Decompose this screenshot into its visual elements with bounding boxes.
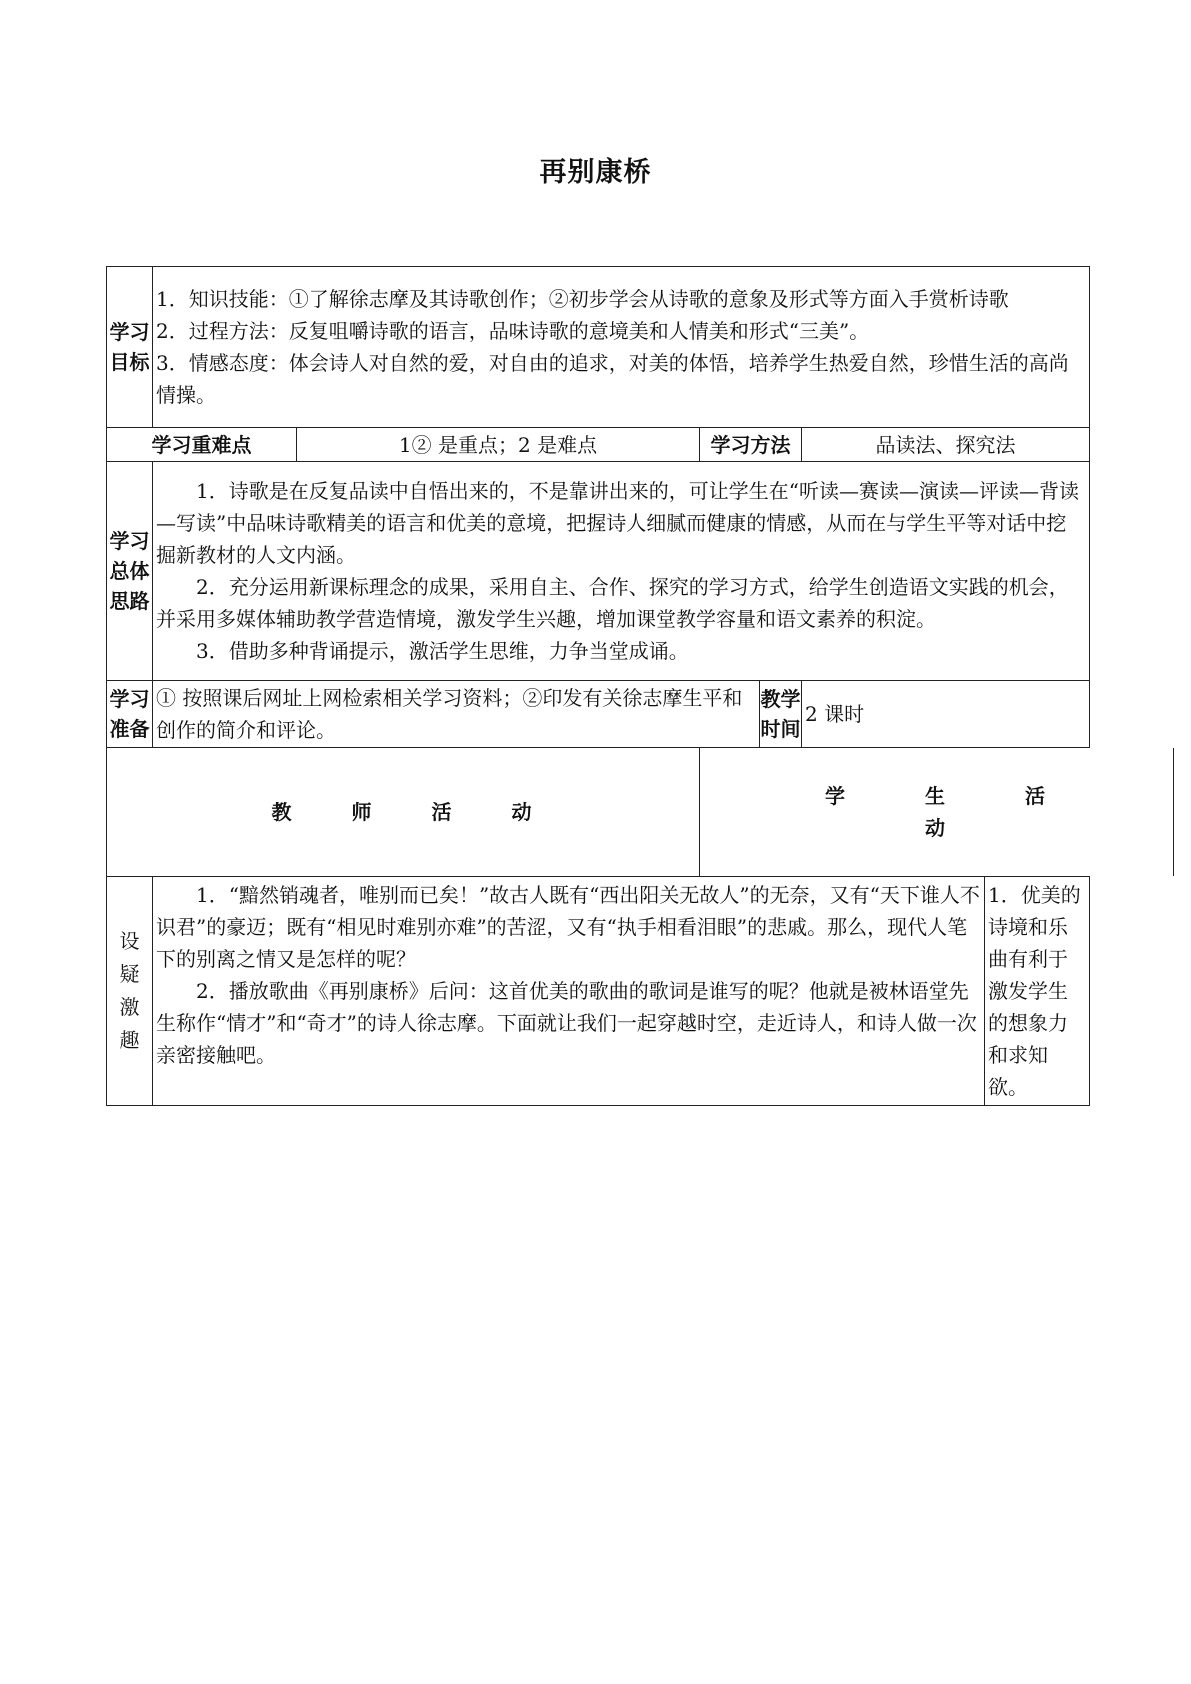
approach-paragraph: 1．诗歌是在反复品读中自悟出来的，不是靠讲出来的，可让学生在“听读—赛读—演读—评读—背读—写读”中品味诗歌精美的语言和优美的意境，把握诗人细腻而健康的情感，从而在与学生平等对话中挖掘新教材的人文内涵。 bbox=[156, 479, 1079, 567]
page-title: 再别康桥 bbox=[539, 157, 652, 188]
objectives-row bbox=[107, 267, 1090, 428]
section-paragraph: 1．“黯然销魂者，唯别而已矣！”故古人既有“西出阳关无故人”的无奈，又有“天下谁人不识君”的豪迈；既有“相见时难别亦难”的苦涩，又有“执手相看泪眼”的悲戚。那么，现代人笔下的别离之情又是怎样的呢？ bbox=[156, 883, 980, 971]
key-points-label: 学习重难点 bbox=[107, 428, 297, 462]
approach-paragraph: 3．借助多种背诵提示，激活学生思维，力争当堂成诵。 bbox=[196, 639, 689, 663]
section-paragraph: 2．播放歌曲《再别康桥》后问：这首优美的歌曲的歌词是谁写的呢？他就是被林语堂先生称作“情才”和“奇才”的诗人徐志摩。下面就让我们一起穿越时空，走近诗人，和诗人做一次亲密接触吧。 bbox=[156, 979, 977, 1067]
approach-content bbox=[153, 462, 1090, 681]
objective-item: 3．情感态度：体会诗人对自然的爱，对自由的追求，对美的体悟，培养学生热爱自然，珍惜生活的高尚情操。 bbox=[156, 351, 1069, 407]
key-points-row bbox=[107, 428, 1090, 462]
objective-item: 1．知识技能：①了解徐志摩及其诗歌创作；②初步学会从诗歌的意象及形式等方面入手赏析诗歌 bbox=[156, 287, 1009, 311]
objectives-label: 学习 目标 bbox=[107, 267, 153, 428]
approach-label: 学习 总体 思路 bbox=[107, 462, 153, 681]
activity-header-row bbox=[107, 748, 1090, 877]
method-value: 品读法、探究法 bbox=[802, 428, 1090, 462]
preparation-content: ① 按照课后网址上网检索相关学习资料；②印发有关徐志摩生平和创作的简介和评论。 bbox=[153, 681, 760, 748]
approach-row bbox=[107, 462, 1090, 681]
preparation-label: 学习 准备 bbox=[107, 681, 153, 748]
teaching-time-label: 教学 时间 bbox=[760, 681, 802, 748]
section-design-note: 1．优美的诗境和乐曲有利于激发学生的想象力和求知欲。 bbox=[988, 883, 1081, 1099]
section-content bbox=[153, 877, 985, 1105]
preparation-row bbox=[107, 681, 1090, 748]
section-label: 设 疑 激 趣 bbox=[107, 877, 153, 1106]
method-label: 学习方法 bbox=[700, 428, 802, 462]
student-activity-header: 学生活动 bbox=[700, 748, 1174, 876]
objectives-content bbox=[153, 267, 1090, 428]
teacher-activity-header: 教师活动 bbox=[107, 748, 700, 877]
teaching-time-value: 2 课时 bbox=[802, 681, 1090, 748]
approach-paragraph: 2．充分运用新课标理念的成果，采用自主、合作、探究的学习方式，给学生创造语文实践的机会，并采用多媒体辅助教学营造情境，激发学生兴趣，增加课堂教学容量和语文素养的积淀。 bbox=[156, 575, 1069, 631]
objective-item: 2．过程方法：反复咀嚼诗歌的语言，品味诗歌的意境美和人情美和形式“三美”。 bbox=[156, 319, 870, 343]
lesson-plan-table bbox=[106, 266, 1125, 1106]
section-row bbox=[107, 877, 1090, 1106]
key-points-value: 1② 是重点；2 是难点 bbox=[297, 428, 700, 462]
